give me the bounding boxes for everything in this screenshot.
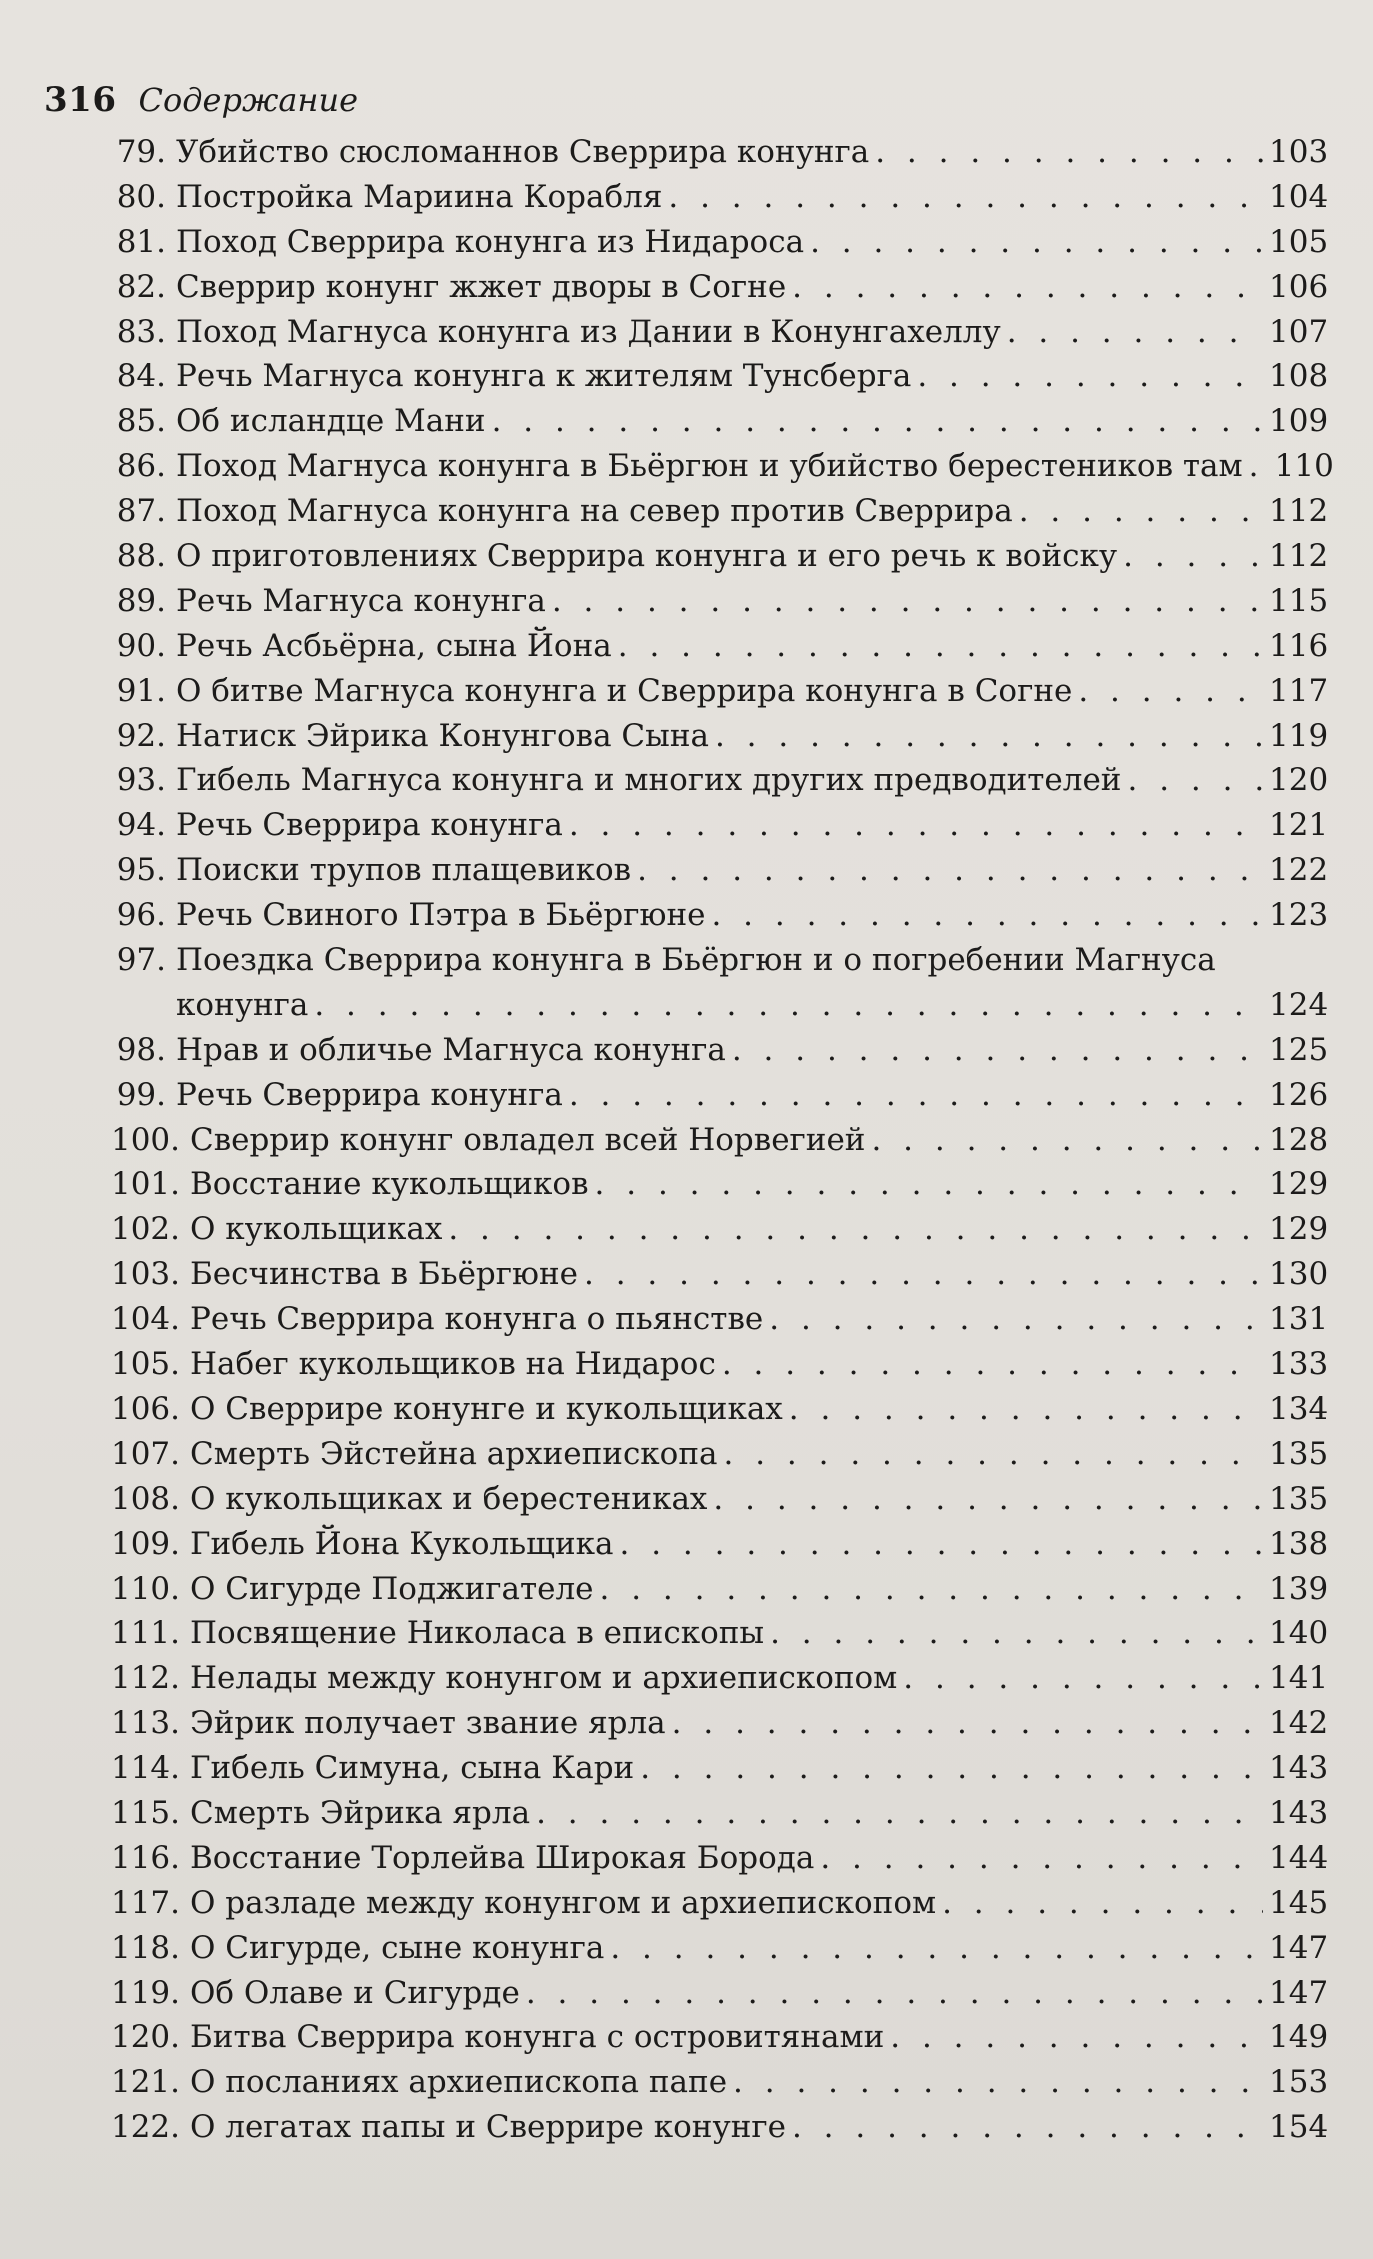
dot-leader	[783, 1387, 1263, 1432]
toc-entry	[0, 1611, 1373, 1656]
dot-leader	[1117, 534, 1263, 579]
entry-page-number: 115	[1269, 582, 1329, 619]
dot-leader	[563, 803, 1263, 848]
toc-entry	[0, 1432, 1373, 1477]
entry-number: 119.	[110, 1974, 180, 2011]
entry-page-number: 120	[1269, 762, 1329, 799]
entry-title: Поход Магнуса конунга в Бьёргюн и убийство берестеников там	[176, 448, 1243, 485]
entry-title: О легатах папы и Сверрире конунге	[190, 2109, 786, 2146]
toc-entry	[0, 1791, 1373, 1836]
entry-title: Сверрир конунг жжет дворы в Согне	[176, 268, 787, 305]
entry-number: 85.	[116, 403, 166, 440]
toc-entry	[0, 2060, 1373, 2105]
dot-leader	[612, 624, 1263, 669]
entry-title: Речь Сверрира конунга о пьянстве	[190, 1301, 764, 1338]
entry-page-number: 154	[1269, 2109, 1329, 2146]
running-title: Содержание	[138, 81, 359, 119]
entry-page-number: 131	[1269, 1301, 1329, 1338]
entry-title: Речь Магнуса конунга к жителям Тунсберга	[176, 358, 912, 395]
toc-entry	[0, 1701, 1373, 1746]
entry-page-number: 105	[1269, 223, 1329, 260]
entry-title: О кукольщиках и берестениках	[190, 1480, 708, 1517]
entry-page-number: 103	[1269, 133, 1329, 170]
toc-entry	[0, 1836, 1373, 1881]
entry-page-number: 144	[1269, 1839, 1329, 1876]
entry-title: Битва Сверрира конунга с островитянами	[190, 2019, 885, 2056]
entry-title: Об исландце Мани	[176, 403, 486, 440]
entry-number: 118.	[110, 1929, 180, 1966]
dot-leader	[1121, 758, 1263, 803]
dot-leader	[869, 130, 1263, 175]
toc-entry	[0, 2015, 1373, 2060]
entry-page-number: 135	[1269, 1480, 1329, 1517]
dot-leader	[520, 1971, 1263, 2016]
dot-leader	[666, 1701, 1263, 1746]
toc-entry	[0, 1118, 1373, 1163]
toc-entry	[0, 1522, 1373, 1567]
entry-number: 103.	[110, 1256, 180, 1293]
entry-title: Убийство сюсломаннов Сверрира конунга	[176, 133, 870, 170]
page-number: 316	[44, 80, 117, 120]
entry-number: 93.	[116, 762, 166, 799]
entry-title: Речь Асбьёрна, сына Йона	[176, 627, 612, 664]
entry-title: О Сигурде, сыне конунга	[190, 1929, 605, 1966]
entry-page-number: 110	[1274, 448, 1334, 485]
entry-number: 116.	[110, 1839, 180, 1876]
toc-entry	[0, 1746, 1373, 1791]
dot-leader	[486, 399, 1263, 444]
entry-title: О разладе между конунгом и архиепископом	[190, 1884, 937, 1921]
entry-number: 120.	[110, 2019, 180, 2056]
dot-leader	[1001, 310, 1263, 355]
toc-entry	[0, 130, 1373, 175]
entry-number: 121.	[110, 2064, 180, 2101]
dot-leader	[786, 265, 1263, 310]
toc-entry	[0, 175, 1373, 220]
entry-title: Речь Свиного Пэтра в Бьёргюне	[176, 897, 706, 934]
dot-leader	[884, 2015, 1263, 2060]
entry-title: Восстание кукольщиков	[190, 1166, 589, 1203]
entry-title: Посвящение Николаса в епископы	[190, 1615, 765, 1652]
entry-title: Смерть Эйстейна архиепископа	[190, 1435, 718, 1472]
entry-title: Поход Сверрира конунга из Нидароса	[176, 223, 805, 260]
toc-entry	[0, 354, 1373, 399]
toc-entry	[0, 1163, 1373, 1208]
toc-entry	[0, 938, 1373, 1028]
entry-title: Смерть Эйрика ярла	[190, 1794, 531, 1831]
toc-entry	[0, 1207, 1373, 1252]
entry-number: 107.	[110, 1435, 180, 1472]
toc-entry	[0, 265, 1373, 310]
entry-page-number: 143	[1269, 1750, 1329, 1787]
dot-leader	[634, 1746, 1263, 1791]
entry-page-number: 147	[1269, 1974, 1329, 2011]
entry-page-number: 125	[1269, 1031, 1329, 1068]
dot-leader	[546, 579, 1263, 624]
dot-leader	[604, 1926, 1263, 1971]
entry-title: О посланиях архиепископа папе	[190, 2064, 728, 2101]
dot-leader	[578, 1252, 1263, 1297]
dot-leader	[614, 1522, 1264, 1567]
dot-leader	[727, 2060, 1263, 2105]
entry-number: 94.	[116, 807, 166, 844]
entry-number: 96.	[116, 897, 166, 934]
toc-entry	[0, 1656, 1373, 1701]
entry-number: 81.	[116, 223, 166, 260]
entry-page-number: 134	[1269, 1390, 1329, 1427]
entry-page-number: 112	[1269, 493, 1329, 530]
entry-number: 84.	[116, 358, 166, 395]
toc-entry	[0, 758, 1373, 803]
entry-number: 86.	[116, 448, 166, 485]
entry-number: 113.	[110, 1705, 180, 1742]
entry-title: О приготовлениях Сверрира конунга и его речь к войску	[176, 538, 1118, 574]
entry-title: Гибель Симуна, сына Кари	[190, 1750, 635, 1787]
entry-title: Нрав и обличье Магнуса конунга	[176, 1031, 726, 1068]
entry-title: Речь Сверрира конунга	[176, 1076, 563, 1113]
entry-page-number: 116	[1269, 627, 1329, 664]
entry-number: 87.	[116, 493, 166, 530]
entry-page-number: 123	[1269, 897, 1329, 934]
toc-entry	[0, 1028, 1373, 1073]
entry-title: Нелады между конунгом и архиепископом	[190, 1660, 898, 1697]
dot-leader	[563, 1073, 1263, 1118]
entry-page-number: 149	[1269, 2019, 1329, 2056]
entry-page-number: 104	[1269, 178, 1329, 215]
entry-page-number: 140	[1269, 1615, 1329, 1652]
dot-leader	[726, 1028, 1263, 1073]
entry-page-number: 139	[1269, 1570, 1329, 1607]
entry-number: 112.	[110, 1660, 180, 1697]
entry-number: 110.	[110, 1570, 180, 1607]
entry-number: 101.	[110, 1166, 180, 1203]
entry-title: Об Олаве и Сигурде	[190, 1974, 520, 2011]
entry-page-number: 117	[1269, 672, 1329, 709]
entry-number: 104.	[110, 1301, 180, 1338]
toc-entry	[0, 893, 1373, 938]
toc-entry	[0, 1881, 1373, 1926]
entry-number: 111.	[110, 1615, 180, 1652]
dot-leader	[530, 1791, 1263, 1836]
dot-leader	[716, 1342, 1263, 1387]
entry-page-number: 145	[1269, 1884, 1329, 1921]
entry-title: Поход Магнуса конунга из Дании в Конунгахеллу	[176, 313, 1001, 350]
dot-leader	[911, 354, 1263, 399]
entry-number: 82.	[116, 268, 166, 305]
toc-entry	[0, 1342, 1373, 1387]
dot-leader	[865, 1118, 1263, 1163]
toc-entry	[0, 1971, 1373, 2016]
toc-entry	[0, 848, 1373, 893]
toc-entry	[0, 489, 1373, 534]
entry-page-number: 133	[1269, 1346, 1329, 1383]
entry-title: Речь Магнуса конунга	[176, 582, 546, 619]
toc-entry	[0, 1387, 1373, 1432]
entry-number: 80.	[116, 178, 166, 215]
toc-entry	[0, 624, 1373, 669]
entry-title: Гибель Йона Кукольщика	[190, 1525, 614, 1562]
dot-leader	[631, 848, 1263, 893]
entry-number: 79.	[116, 133, 166, 170]
entry-title: Поиски трупов плащевиков	[176, 852, 632, 889]
entry-number: 106.	[110, 1390, 180, 1427]
entry-number: 97.	[116, 942, 166, 979]
entry-page-number: 129	[1269, 1211, 1329, 1248]
dot-leader	[763, 1297, 1263, 1342]
entry-title: О кукольщиках	[190, 1211, 443, 1248]
page-header	[44, 80, 358, 130]
entry-number: 92.	[116, 717, 166, 754]
entry-page-number: 124	[1269, 986, 1329, 1023]
toc-entry	[0, 534, 1373, 579]
toc-entry	[0, 220, 1373, 265]
entry-title: Поход Магнуса конунга на север против Сверрира	[176, 493, 1013, 530]
entry-title: Бесчинства в Бьёргюне	[190, 1256, 578, 1293]
entry-number: 114.	[110, 1750, 180, 1787]
toc-entry	[0, 444, 1373, 489]
dot-leader	[707, 1477, 1263, 1522]
dot-leader	[705, 893, 1263, 938]
toc-entry	[0, 669, 1373, 714]
dot-leader	[1243, 444, 1269, 489]
table-of-contents	[0, 130, 1373, 2150]
toc-entry	[0, 579, 1373, 624]
dot-leader	[662, 175, 1263, 220]
toc-entry	[0, 1252, 1373, 1297]
entry-title: Сверрир конунг овладел всей Норвегией	[190, 1121, 866, 1158]
entry-page-number: 129	[1269, 1166, 1329, 1203]
entry-number: 88.	[116, 538, 166, 574]
entry-title: Эйрик получает звание ярла	[190, 1705, 666, 1742]
entry-title: Восстание Торлейва Широкая Борода	[190, 1839, 815, 1876]
dot-leader	[814, 1836, 1263, 1881]
entry-number: 122.	[110, 2109, 180, 2146]
toc-entry	[0, 1926, 1373, 1971]
dot-leader	[804, 220, 1263, 265]
entry-page-number: 112	[1269, 538, 1329, 574]
entry-title: Постройка Мариина Корабля	[176, 178, 663, 215]
entry-page-number: 126	[1269, 1076, 1329, 1113]
entry-page-number: 143	[1269, 1794, 1329, 1831]
entry-number: 90.	[116, 627, 166, 664]
dot-leader	[897, 1656, 1263, 1701]
entry-title: О Сверрире конунге и кукольщиках	[190, 1390, 783, 1427]
entry-page-number: 109	[1269, 403, 1329, 440]
dot-leader	[936, 1881, 1263, 1926]
entry-number: 83.	[116, 313, 166, 350]
entry-number: 95.	[116, 852, 166, 889]
entry-title-continuation: конунга	[176, 986, 309, 1023]
dot-leader	[593, 1567, 1263, 1612]
entry-title: Речь Сверрира конунга	[176, 807, 563, 844]
entry-number: 105.	[110, 1346, 180, 1383]
entry-page-number: 108	[1269, 358, 1329, 395]
toc-entry	[0, 1297, 1373, 1342]
toc-entry	[0, 714, 1373, 759]
dot-leader	[1072, 669, 1263, 714]
entry-page-number: 135	[1269, 1435, 1329, 1472]
entry-page-number: 128	[1269, 1121, 1329, 1158]
entry-number: 99.	[116, 1076, 166, 1113]
toc-entry	[0, 1477, 1373, 1522]
entry-page-number: 141	[1269, 1660, 1329, 1697]
entry-number: 117.	[110, 1884, 180, 1921]
entry-page-number: 119	[1269, 717, 1329, 754]
entry-number: 100.	[110, 1121, 180, 1158]
entry-page-number: 121	[1269, 807, 1329, 844]
entry-page-number: 153	[1269, 2064, 1329, 2101]
entry-title: Набег кукольщиков на Нидарос	[190, 1346, 716, 1383]
entry-number: 108.	[110, 1480, 180, 1517]
entry-page-number: 147	[1269, 1929, 1329, 1966]
dot-leader	[1013, 489, 1263, 534]
toc-entry	[0, 310, 1373, 355]
toc-entry	[0, 1073, 1373, 1118]
entry-title: О битве Магнуса конунга и Сверрира конунга в Согне	[176, 672, 1073, 709]
entry-page-number: 106	[1269, 268, 1329, 305]
toc-entry	[0, 2105, 1373, 2150]
dot-leader	[717, 1432, 1263, 1477]
entry-title: О Сигурде Поджигателе	[190, 1570, 594, 1607]
dot-leader	[442, 1207, 1263, 1252]
entry-page-number: 107	[1269, 313, 1329, 350]
entry-number: 91.	[116, 672, 166, 709]
toc-entry	[0, 1567, 1373, 1612]
dot-leader	[589, 1162, 1263, 1207]
dot-leader	[786, 2105, 1263, 2150]
entry-page-number: 122	[1269, 852, 1329, 889]
entry-title: Поездка Сверрира конунга в Бьёргюн и о погребении Магнуса	[176, 942, 1216, 979]
entry-title: Гибель Магнуса конунга и многих других предводителей	[176, 762, 1122, 799]
dot-leader	[308, 983, 1263, 1028]
entry-page-number: 142	[1269, 1705, 1329, 1742]
toc-entry	[0, 399, 1373, 444]
entry-number: 98.	[116, 1031, 166, 1068]
entry-number: 109.	[110, 1525, 180, 1562]
entry-page-number: 130	[1269, 1256, 1329, 1293]
toc-entry	[0, 803, 1373, 848]
entry-title: Натиск Эйрика Конунгова Сына	[176, 717, 709, 754]
entry-number: 89.	[116, 582, 166, 619]
entry-number: 115.	[110, 1794, 180, 1831]
entry-page-number: 138	[1269, 1525, 1329, 1562]
entry-number: 102.	[110, 1211, 180, 1248]
dot-leader	[709, 714, 1263, 759]
dot-leader	[764, 1611, 1263, 1656]
